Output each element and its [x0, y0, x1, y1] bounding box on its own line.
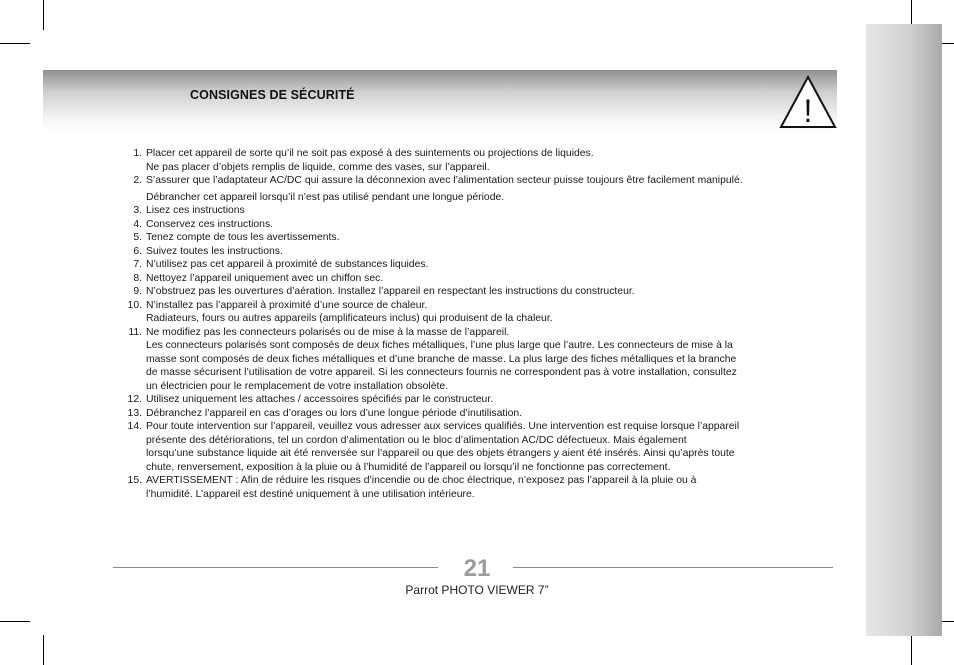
product-name: Parrot PHOTO VIEWER 7” — [405, 583, 549, 597]
svg-text:!: ! — [803, 93, 813, 129]
list-item — [0, 245, 860, 259]
item-number: 13. — [127, 407, 142, 419]
item-text — [146, 393, 830, 407]
item-line: de masse sécurisent l’utilisation de votre appareil. Si les connecteurs fournis ne correspondent pas à votre installation, consultez — [146, 367, 737, 378]
item-text — [146, 299, 830, 326]
item-line: lorsqu’une substance liquide ait été renversée sur l’appareil ou que des objets étrangers y aient été insérés. Ainsi qu’après toute — [146, 448, 735, 459]
item-number: 14. — [127, 421, 142, 432]
list-item — [0, 420, 860, 474]
side-tab — [866, 24, 942, 636]
list-item — [0, 299, 860, 326]
item-line: N’utilisez pas cet appareil à proximité de substances liquides. — [146, 259, 429, 270]
item-number: 8. — [133, 272, 142, 284]
safety-instructions-list — [0, 147, 860, 501]
item-text — [146, 407, 830, 421]
item-number: 3. — [133, 205, 142, 216]
item-number: 10. — [127, 299, 142, 311]
list-item — [0, 231, 860, 245]
item-text — [146, 272, 830, 286]
item-line: Tenez compte de tous les avertissements. — [146, 232, 340, 243]
list-item — [0, 272, 860, 286]
list-item — [0, 326, 860, 394]
item-text — [146, 174, 830, 204]
item-text — [146, 474, 830, 501]
list-item — [0, 285, 860, 299]
item-text — [146, 258, 830, 272]
item-line: chute, renversement, exposition à la pluie ou à l’humidité de l’appareil ou lorsqu’il ne fonctionne pas correctement. — [146, 461, 671, 473]
item-number: 6. — [133, 245, 142, 257]
list-item — [0, 147, 860, 174]
page-title: CONSIGNES DE SÉCURITÉ — [190, 88, 355, 102]
item-line: l’humidité. L’appareil est destiné uniquement à une utilisation intérieure. — [146, 488, 475, 500]
item-line: N’obstruez pas les ouvertures d’aération. Installez l’appareil en respectant les instructions du constructeur. — [146, 286, 635, 297]
item-line: Débrancher cet appareil lorsqu’il n’est pas utilisé pendant une longue période. — [146, 191, 505, 203]
item-line: masse sont composés de deux fiches métalliques et d’une branche de masse. La plus large des fiches métalliques et la branche — [146, 353, 737, 365]
item-line: Débranchez l’appareil en cas d’orages ou lors d’une longue période d’inutilisation. — [146, 407, 523, 419]
item-number: 1. — [133, 148, 142, 159]
item-line: Nettoyez l’appareil uniquement avec un chiffon sec. — [146, 272, 384, 284]
crop-mark — [911, 635, 912, 665]
list-item — [0, 393, 860, 407]
warning-triangle-icon — [779, 74, 837, 130]
item-number: 12. — [127, 394, 142, 405]
item-line: AVERTISSEMENT : Afin de réduire les risques d’incendie ou de choc électrique, n’exposez pas l’appareil à la pluie ou à — [146, 475, 697, 486]
item-line: un électricien pour le remplacement de votre installation obsolète. — [146, 380, 449, 392]
item-text — [146, 204, 830, 218]
item-line: Placer cet appareil de sorte qu’il ne soit pas exposé à des suintements ou projections de liquides. — [146, 148, 594, 159]
item-line: Ne modifiez pas les connecteurs polarisés ou de mise à la masse de l’appareil. — [146, 326, 510, 338]
page-number: 21 — [463, 555, 491, 582]
item-text — [146, 326, 830, 394]
item-line: Conservez ces instructions. — [146, 218, 274, 230]
list-item — [0, 218, 860, 232]
list-item — [0, 204, 860, 218]
footer-rule-right — [513, 567, 833, 568]
crop-mark — [0, 621, 30, 622]
item-number: 9. — [133, 286, 142, 297]
item-line: Lisez ces instructions — [146, 205, 245, 216]
header-band — [43, 70, 837, 132]
item-line: Les connecteurs polarisés sont composés de deux fiches métalliques, l’une plus large que l’autre. Les connecteurs de mise à la — [146, 340, 733, 351]
item-line: N’installez pas l’appareil à proximité d’une source de chaleur. — [146, 299, 428, 311]
item-line: Pour toute intervention sur l’appareil, veuillez vous adresser aux services qualifiés. Une intervention est requise lorsque l’appareil — [146, 421, 740, 432]
list-item — [0, 474, 860, 501]
crop-mark — [43, 0, 44, 30]
list-item — [0, 407, 860, 421]
item-text — [146, 218, 830, 232]
item-text — [146, 231, 830, 245]
item-text — [146, 245, 830, 259]
item-text — [146, 420, 830, 474]
item-number: 2. — [133, 175, 142, 186]
item-line: présente des détériorations, tel un cordon d’alimentation ou le bloc d’alimentation AC/DC défectueux. Mais également — [146, 434, 687, 446]
footer-rule-left — [113, 567, 438, 568]
list-item — [0, 258, 860, 272]
item-text — [146, 285, 830, 299]
item-line: Radiateurs, fours ou autres appareils (amplificateurs inclus) qui produisent de la chaleur. — [146, 313, 553, 324]
item-number: 4. — [133, 218, 142, 230]
item-line: Utilisez uniquement les attaches / accessoires spécifiés par le constructeur. — [146, 394, 494, 405]
list-item — [0, 174, 860, 204]
item-line: Suivez toutes les instructions. — [146, 245, 283, 257]
item-number: 11. — [128, 326, 142, 338]
crop-mark — [0, 43, 30, 44]
item-text — [146, 147, 830, 174]
item-number: 5. — [133, 232, 142, 243]
item-number: 7. — [133, 259, 142, 270]
item-line: Ne pas placer d’objets remplis de liquide, comme des vases, sur l’appareil. — [146, 161, 490, 173]
item-line: S’assurer que l’adaptateur AC/DC qui assure la déconnexion avec l’alimentation secteur puisse toujours être facilement manipulé. — [146, 175, 743, 186]
crop-mark — [43, 635, 44, 665]
item-number: 15. — [127, 475, 142, 486]
